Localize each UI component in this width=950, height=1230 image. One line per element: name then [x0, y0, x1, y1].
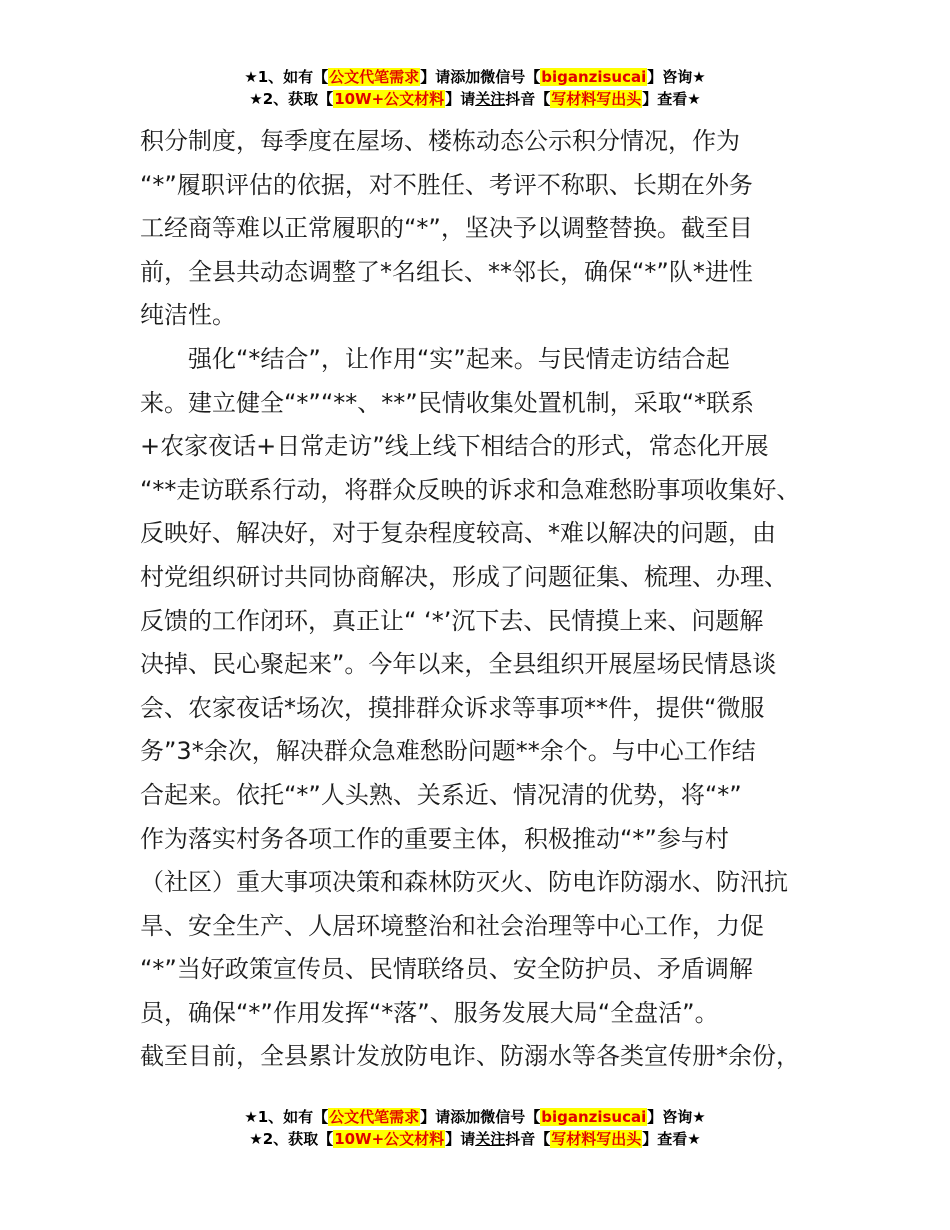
- text-line: “*”当好政策宣传员、民情联络员、安全防护员、矛盾调解: [140, 955, 753, 984]
- highlight-douyin: 写材料写出头: [551, 90, 642, 108]
- underline-follow: 关注: [475, 1130, 506, 1148]
- text-line: 反映好、解决好，对于复杂程度较高、*难以解决的问题，由: [140, 519, 776, 548]
- text-line: “*”履职评估的依据，对不胜任、考评不称职、长期在外务: [140, 170, 753, 199]
- text-line: （社区）重大事项决策和森林防灭火、防电诈防溺水、防汛抗: [140, 868, 788, 897]
- text-line: 村党组织研讨共同协商解决，形成了问题征集、梳理、办理、: [140, 562, 788, 591]
- text-line: 旱、安全生产、人居环境整治和社会治理等中心工作，力促: [140, 911, 764, 940]
- text-line: 前，全县共动态调整了*名组长、**邻长，确保“*”队*进性: [140, 257, 753, 286]
- text-line: 作为落实村务各项工作的重要主体，积极推动“*”参与村: [140, 824, 729, 853]
- highlight-wechat-id: biganzisucai: [541, 1108, 647, 1126]
- banner-line-2: ★2、获取【10W+公文材料】请关注抖音【写材料写出头】查看★: [249, 1130, 701, 1148]
- highlight-materials: 10W+公文材料: [334, 1130, 445, 1148]
- text-line: 会、农家夜话*场次，摸排群众诉求等事项**件，提供“微服: [140, 693, 765, 722]
- footer-banner: [0, 1106, 950, 1150]
- text-line: 务”3*余次，解决群众急难愁盼问题**余个。与中心工作结: [140, 737, 756, 766]
- text-line: 工经商等难以正常履职的“*”，坚决予以调整替换。截至目: [140, 214, 753, 243]
- underline-follow: 关注: [475, 90, 506, 108]
- highlight-douyin: 写材料写出头: [551, 1130, 642, 1148]
- text-line: +农家夜话+日常走访”线上线下相结合的形式，常态化开展: [140, 432, 769, 461]
- document-body: [140, 120, 820, 1079]
- text-line: 纯洁性。: [140, 301, 236, 330]
- text-line: 合起来。依托“*”人头熟、关系近、情况清的优势，将“*”: [140, 780, 742, 809]
- highlight-materials: 10W+公文材料: [334, 90, 445, 108]
- text-line: 强化“*结合”，让作用“实”起来。与民情走访结合起: [140, 344, 730, 373]
- header-banner: [0, 66, 950, 110]
- banner-line-1: ★1、如有【公文代笔需求】请添加微信号【biganzisucai】咨询★: [244, 1108, 706, 1126]
- highlight-service: 公文代笔需求: [329, 68, 420, 86]
- highlight-wechat-id: biganzisucai: [541, 68, 647, 86]
- highlight-service: 公文代笔需求: [329, 1108, 420, 1126]
- banner-line-1: ★1、如有【公文代笔需求】请添加微信号【biganzisucai】咨询★: [244, 68, 706, 86]
- text-line: 来。建立健全“*”“**、**”民情收集处置机制，采取“*联系: [140, 388, 755, 417]
- text-line: 反馈的工作闭环，真正让“ ‘*’沉下去、民情摸上来、问题解: [140, 606, 764, 635]
- text-line: 截至目前，全县累计发放防电诈、防溺水等各类宣传册*余份，: [140, 1042, 800, 1071]
- text-line: “**走访联系行动，将群众反映的诉求和急难愁盼事项收集好、: [140, 475, 801, 504]
- text-line: 员，确保“*”作用发挥“*落”、服务发展大局“全盘活”。: [140, 998, 719, 1027]
- banner-line-2: ★2、获取【10W+公文材料】请关注抖音【写材料写出头】查看★: [249, 90, 701, 108]
- text-line: 积分制度，每季度在屋场、楼栋动态公示积分情况，作为: [140, 127, 740, 155]
- text-line: 决掉、民心聚起来”。今年以来，全县组织开展屋场民情恳谈: [140, 650, 777, 679]
